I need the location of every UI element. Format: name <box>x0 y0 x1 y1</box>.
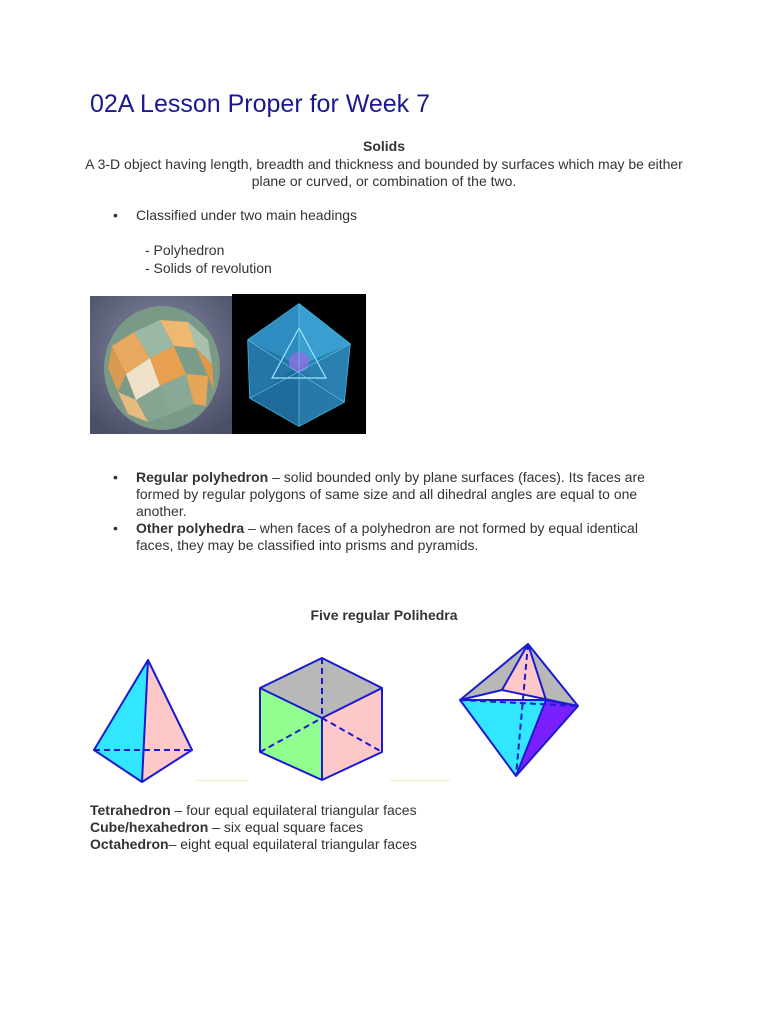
bullet-dot: • <box>113 469 118 485</box>
term: Other polyhedra <box>136 520 245 536</box>
solids-heading: Solids <box>362 138 405 154</box>
term: Tetrahedron <box>90 802 171 818</box>
octahedron-drawing <box>456 640 582 780</box>
other-polyhedra-bullet <box>136 520 676 554</box>
tetrahedron-drawing <box>90 654 200 784</box>
solids-definition: A 3-D object having length, breadth and thickness and bounded by surfaces which may be either plane or curved, or combination of the two. <box>85 156 683 189</box>
description: – four equal equilateral triangular faces <box>170 802 417 818</box>
definition-line <box>90 836 417 853</box>
description: – when faces of a polyhedron are not formed by equal identical faces, they may be classified into prisms and pyramids. <box>136 520 638 553</box>
page-title: 02A Lesson Proper for Week 7 <box>90 90 431 118</box>
classified-item-revolution: - Solids of revolution <box>145 260 272 276</box>
bullet-dot: • <box>113 520 118 536</box>
term: Regular polyhedron <box>136 469 269 485</box>
classified-item-polyhedron: - Polyhedron <box>145 242 225 258</box>
solid-definitions <box>90 802 417 853</box>
bullet-dot: • <box>113 207 118 223</box>
description: – six equal square faces <box>208 819 364 835</box>
description: – solid bounded only by plane surfaces (faces). Its faces are formed by regular polygons of same size and all dihedral angles are equal to one another. <box>136 469 645 519</box>
five-regular-heading: Five regular Polihedra <box>310 607 458 623</box>
definition-line <box>90 802 417 819</box>
term: Cube/hexahedron <box>90 819 209 835</box>
regular-polyhedron-bullet <box>136 469 676 520</box>
divider <box>196 780 248 781</box>
description: – eight equal equilateral triangular faces <box>168 836 417 852</box>
term: Octahedron <box>90 836 169 852</box>
classified-bullet: Classified under two main headings <box>136 207 358 223</box>
glowing-octahedron-photo <box>232 294 366 434</box>
paper-polyhedron-photo <box>90 296 232 434</box>
divider <box>390 780 450 781</box>
cube-drawing <box>254 652 390 786</box>
definition-line <box>90 819 417 836</box>
